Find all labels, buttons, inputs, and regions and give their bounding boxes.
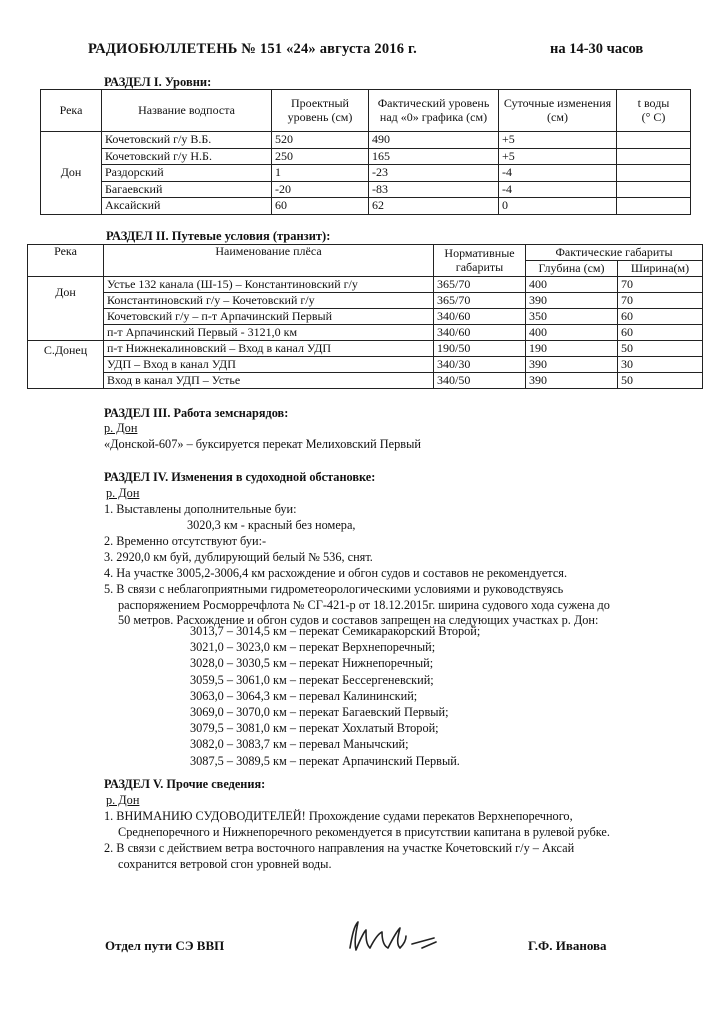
route-header-row-1 — [28, 245, 703, 261]
post-cell: Кочетовский г/у Н.Б. — [102, 148, 272, 165]
design-cell: 1 — [272, 165, 369, 182]
col-actual: Фактический уровень над «0» графика (см) — [369, 90, 499, 132]
actual-cell: 490 — [369, 132, 499, 149]
depth-cell: 400 — [526, 277, 618, 293]
list-item: 3059,5 – 3061,0 км – перекат Бессергеневский; — [190, 672, 434, 687]
normative-cell: 340/30 — [434, 357, 526, 373]
footer-department: Отдел пути СЭ ВВП — [105, 938, 225, 953]
daily-cell: -4 — [499, 181, 617, 198]
reach-cell: п-т Нижнекалиновский – Вход в канал УДП — [104, 341, 434, 357]
depth-cell: 390 — [526, 293, 618, 309]
route-table — [27, 244, 703, 389]
reach-cell: п-т Арпачинский Первый - 3121,0 км — [104, 325, 434, 341]
restricted-sections-list — [190, 624, 480, 770]
list-item: 3082,0 – 3083,7 км – перевал Манычский; — [190, 737, 409, 752]
reach-cell: УДП – Вход в канал УДП — [104, 357, 434, 373]
table-row — [28, 277, 703, 293]
post-cell: Кочетовский г/у В.Б. — [102, 132, 272, 149]
daily-cell: 0 — [499, 198, 617, 215]
section2-heading: РАЗДЕЛ II. Путевые условия (транзит): — [106, 229, 331, 243]
section5-item1-line2: Среднепоречного и Нижнепоречного рекомендуется в присутствии капитана в рулевой рубке. — [118, 825, 610, 839]
post-cell: Раздорский — [102, 165, 272, 182]
width-cell: 50 — [618, 373, 703, 389]
section4-item1: 1. Выставлены дополнительные буи: — [104, 502, 297, 516]
section3-river: р. Дон — [104, 421, 138, 435]
col-temp-unit: (° С) — [641, 109, 666, 124]
depth-cell: 390 — [526, 373, 618, 389]
temp-cell — [617, 148, 691, 165]
temp-cell — [617, 181, 691, 198]
col-depth: Глубина (см) — [526, 261, 618, 277]
section3-dredger-line: «Донской-607» – буксируется перекат Мелиховский Первый — [104, 437, 421, 451]
section4-item1-sub: 3020,3 км - красный без номера, — [187, 518, 356, 532]
section5-river: р. Дон — [106, 793, 140, 807]
section4-item3: 3. 2920,0 км буй, дублирующий белый № 536, снят. — [104, 550, 373, 564]
col-normative: Нормативные габариты — [434, 245, 526, 277]
bulletin-header — [88, 40, 688, 60]
list-item: 3087,5 – 3089,5 км – перекат Арпачинский Первый. — [190, 753, 460, 768]
col-river: Река — [28, 245, 104, 277]
actual-cell: -83 — [369, 181, 499, 198]
table-row — [28, 325, 703, 341]
section4-item5-line1: 5. В связи с неблагоприятными гидрометеорологическими условиями и руководствуясь — [104, 582, 564, 596]
section5-item2-line1: 2. В связи с действием ветра восточного направления на участке Кочетовский г/у – Аксай — [104, 841, 575, 855]
col-river: Река — [41, 90, 102, 132]
daily-cell: +5 — [499, 148, 617, 165]
levels-table — [40, 89, 691, 215]
design-cell: 60 — [272, 198, 369, 215]
design-cell: 520 — [272, 132, 369, 149]
width-cell: 50 — [618, 341, 703, 357]
depth-cell: 350 — [526, 309, 618, 325]
width-cell: 70 — [618, 293, 703, 309]
list-item: 3063,0 – 3064,3 км – перевал Калининский; — [190, 688, 418, 703]
footer-signatory: Г.Ф. Иванова — [528, 938, 607, 953]
list-item: 3079,5 – 3081,0 км – перекат Хохлатый Второй; — [190, 721, 439, 736]
list-item: 3069,0 – 3070,0 км – перекат Багаевский Первый; — [190, 704, 449, 719]
width-cell: 60 — [618, 309, 703, 325]
actual-cell: 62 — [369, 198, 499, 215]
col-reach: Наименование плёса — [104, 245, 434, 277]
bulletin-time: на 14-30 часов — [550, 41, 644, 57]
levels-header-row — [41, 90, 691, 132]
signature-image — [344, 918, 444, 958]
depth-cell: 190 — [526, 341, 618, 357]
temp-cell — [617, 132, 691, 149]
reach-cell: Кочетовский г/у – п-т Арпачинский Первый — [104, 309, 434, 325]
width-cell: 70 — [618, 277, 703, 293]
section4-river: р. Дон — [106, 486, 140, 500]
table-row — [28, 357, 703, 373]
depth-cell: 400 — [526, 325, 618, 341]
normative-cell: 340/60 — [434, 325, 526, 341]
post-cell: Аксайский — [102, 198, 272, 215]
reach-cell: Константиновский г/у – Кочетовский г/у — [104, 293, 434, 309]
normative-cell: 365/70 — [434, 293, 526, 309]
normative-cell: 190/50 — [434, 341, 526, 357]
section4-item2: 2. Временно отсутствуют буи:- — [104, 534, 267, 548]
table-row — [41, 181, 691, 198]
design-cell: 250 — [272, 148, 369, 165]
list-item: 3028,0 – 3030,5 км – перекат Нижнепоречный; — [190, 656, 434, 671]
reach-cell: Устье 132 канала (Ш-15) – Константиновский г/у — [104, 277, 434, 293]
reach-cell: Вход в канал УДП – Устье — [104, 373, 434, 389]
temp-cell — [617, 165, 691, 182]
table-row — [41, 165, 691, 182]
table-row — [28, 309, 703, 325]
list-item: 3021,0 – 3023,0 км – перекат Верхнепоречный; — [190, 640, 436, 655]
normative-cell: 340/50 — [434, 373, 526, 389]
bulletin-title: РАДИОБЮЛЛЕТЕНЬ № 151 «24» августа 2016 г. — [88, 41, 417, 57]
table-row — [28, 341, 703, 357]
list-item: 3013,7 – 3014,5 км – перекат Семикаракорский Второй; — [190, 624, 481, 638]
river-cell-don: Дон — [28, 277, 104, 341]
design-cell: -20 — [272, 181, 369, 198]
section4-heading: РАЗДЕЛ IV. Изменения в судоходной обстановке: — [104, 470, 376, 484]
col-design: Проектный уровень (см) — [272, 90, 369, 132]
actual-cell: 165 — [369, 148, 499, 165]
daily-cell: -4 — [499, 165, 617, 182]
section4-item5-line2: распоряжением Росморречфлота № СГ-421-р от 18.12.2015г. ширина судового хода сужена до — [118, 598, 610, 612]
normative-cell: 340/60 — [434, 309, 526, 325]
table-row — [28, 373, 703, 389]
post-cell: Багаевский — [102, 181, 272, 198]
actual-cell: -23 — [369, 165, 499, 182]
table-row — [41, 198, 691, 215]
col-temp-label: t воды — [637, 95, 670, 110]
section4-item4: 4. На участке 3005,2-3006,4 км расхождение и обгон судов и составов не рекомендуется. — [104, 566, 568, 580]
col-daily: Суточные изменения (см) — [499, 90, 617, 132]
col-temp — [617, 90, 691, 132]
width-cell: 60 — [618, 325, 703, 341]
section5-item1-line1: 1. ВНИМАНИЮ СУДОВОДИТЕЛЕЙ! Прохождение судами перекатов Верхнепоречного, — [104, 809, 573, 823]
table-row — [28, 293, 703, 309]
river-cell: Дон — [41, 132, 102, 215]
col-width: Ширина(м) — [618, 261, 703, 277]
normative-cell: 365/70 — [434, 277, 526, 293]
section5-heading: РАЗДЕЛ V. Прочие сведения: — [104, 777, 266, 791]
daily-cell: +5 — [499, 132, 617, 149]
river-cell-sdonets: С.Донец — [28, 341, 104, 389]
table-row — [41, 132, 691, 149]
col-post: Название водпоста — [102, 90, 272, 132]
section3-heading: РАЗДЕЛ III. Работа земснарядов: — [104, 406, 289, 420]
width-cell: 30 — [618, 357, 703, 373]
section5-item2-line2: сохранится ветровой сгон уровней воды. — [118, 857, 332, 871]
col-actual-dimensions: Фактические габариты — [526, 245, 703, 261]
section4-item5-line3: 50 метров. Расхождение и обгон судов и составов запрещен на следующих участках р. Дон: — [118, 613, 599, 627]
temp-cell — [617, 198, 691, 215]
section1-heading: РАЗДЕЛ I. Уровни: — [104, 75, 212, 89]
table-row — [41, 148, 691, 165]
depth-cell: 390 — [526, 357, 618, 373]
